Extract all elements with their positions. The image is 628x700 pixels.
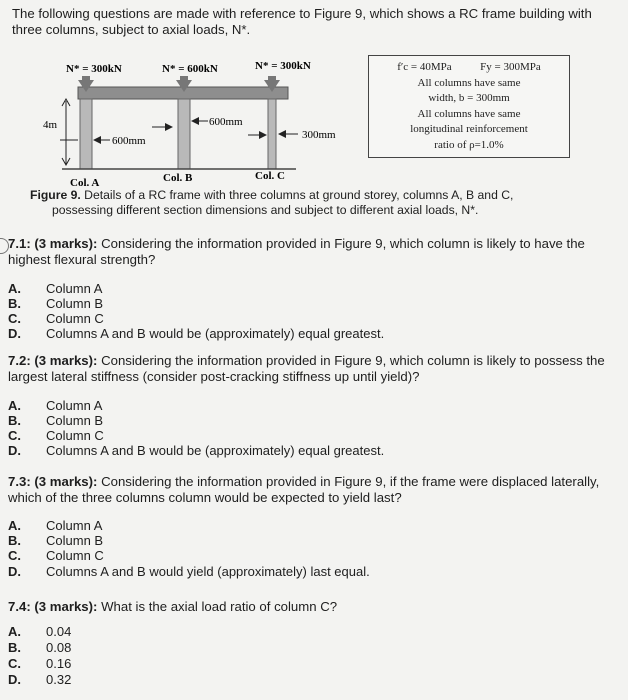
caption-label: Figure 9.	[30, 188, 81, 202]
question-text: Considering the information provided in Figure 9, if the frame were displaced laterally, which of the three columns column would be expected to yield last?	[8, 474, 600, 505]
option-7-4-b[interactable]: B. 0.08	[8, 640, 72, 655]
load-label-b: N* = 600kN	[162, 63, 218, 75]
option-7-3-c[interactable]: C. Column C	[8, 548, 104, 563]
option-7-4-c[interactable]: C. 0.16	[8, 656, 72, 671]
load-label-c: N* = 300kN	[255, 60, 311, 72]
option-7-3-d[interactable]: D. Columns A and B would yield (approximately) last equal.	[8, 564, 370, 579]
material-properties-box	[368, 55, 570, 158]
option-7-1-a[interactable]: A. Column A	[8, 281, 103, 296]
column-label-c: Col. C	[255, 170, 285, 182]
column-label-a: Col. A	[70, 177, 100, 189]
question-7-4	[8, 599, 612, 615]
option-7-4-d[interactable]: D. 0.32	[8, 672, 72, 687]
load-label-a: N* = 300kN	[66, 63, 122, 75]
props-line-1: All columns have same	[417, 76, 521, 89]
caption-line-2: possessing different section dimensions and subject to different axial loads, N*.	[52, 203, 479, 217]
column-label-b: Col. B	[163, 172, 193, 184]
option-7-2-b[interactable]: B. Column B	[8, 413, 104, 428]
question-7-2	[8, 353, 612, 385]
option-7-2-c[interactable]: C. Column C	[8, 428, 104, 443]
question-text: Considering the information provided in Figure 9, which column is likely to possess the largest lateral stiffness (consider post-cracking stiffness up until yield)?	[8, 353, 605, 384]
question-label: 7.1: (3 marks):	[8, 236, 98, 251]
props-line-2: width, b = 300mm	[428, 92, 510, 104]
caption-line-1: Details of a RC frame with three columns at ground storey, columns A, B and C,	[80, 188, 514, 202]
question-label: 7.2: (3 marks):	[8, 353, 98, 368]
option-7-1-b[interactable]: B. Column B	[8, 296, 104, 311]
option-7-2-d[interactable]: D. Columns A and B would be (approximately) equal greatest.	[8, 443, 385, 458]
props-line-4: longitudinal reinforcement	[410, 123, 528, 135]
option-7-1-c[interactable]: C. Column C	[8, 311, 104, 326]
question-7-1	[8, 236, 612, 268]
fc-value: f′c = 40MPa	[397, 61, 452, 73]
height-label: 4m	[43, 119, 58, 131]
option-7-2-a[interactable]: A. Column A	[8, 398, 103, 413]
column-b	[178, 99, 190, 169]
dim-label-b: 600mm	[209, 116, 243, 128]
column-c	[268, 99, 276, 169]
dim-label-c: 300mm	[302, 129, 336, 141]
fy-value: Fy = 300MPa	[480, 61, 541, 73]
props-line-3: All columns have same	[417, 107, 521, 120]
option-7-1-d[interactable]: D. Columns A and B would be (approximately) equal greatest.	[8, 326, 385, 341]
props-line-5: ratio of ρ=1.0%	[434, 138, 504, 151]
option-7-3-b[interactable]: B. Column B	[8, 533, 104, 548]
option-7-4-a[interactable]: A. 0.04	[8, 624, 72, 639]
question-label: 7.3: (3 marks):	[8, 474, 98, 489]
dim-label-a: 600mm	[112, 135, 146, 147]
question-text: What is the axial load ratio of column C?	[97, 599, 338, 614]
intro-paragraph: The following questions are made with reference to Figure 9, which shows a RC frame building with three columns, subject to axial loads, N*.	[12, 6, 592, 37]
column-a	[80, 99, 92, 169]
figure-caption	[30, 188, 600, 218]
question-text: Considering the information provided in Figure 9, which column is likely to have the highest flexural strength?	[8, 236, 585, 267]
option-7-3-a[interactable]: A. Column A	[8, 518, 103, 533]
question-label: 7.4: (3 marks):	[8, 599, 98, 614]
question-7-3	[8, 474, 612, 506]
